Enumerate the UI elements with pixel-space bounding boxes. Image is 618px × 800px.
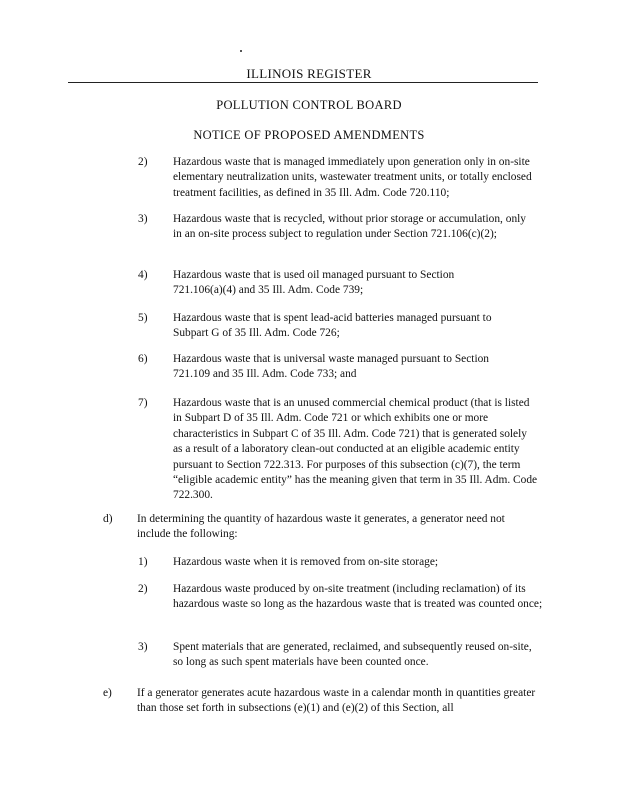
item-text: Hazardous waste that is used oil managed pursuant to Section 721.106(a)(4) and 35 Ill. Adm. Code 739; [173, 269, 455, 297]
item-number: 2) [138, 583, 148, 595]
item-letter: e) [103, 687, 112, 699]
item-number: 7) [138, 397, 148, 409]
register-title: ILLINOIS REGISTER [246, 66, 372, 81]
item-text: Spent materials that are generated, reclaimed, and subsequently reused on-site, so long as such spent materials have been counted once. [173, 641, 532, 669]
item-text: Hazardous waste produced by on-site treatment (including reclamation) of its hazardous waste so long as the hazardous waste that is treated was counted once; [173, 583, 543, 611]
item-text: Hazardous waste that is an unused commercial chemical product (that is listed in Subpart D of 35 Ill. Adm. Code 721 or which exhibits one or more characteristics in Subpart C of 35 Ill. Adm. Code 721) that is generated solely as a result of a laboratory clean-out conducted at an eligible academic entity pursuant to Section 722.313. For purposes of this subsection (c)(7), the term “eligible academic entity” has the meaning given that term in 35 Ill. Adm. Code 722.300. [173, 397, 538, 502]
item-number: 2) [138, 156, 148, 168]
item-text: Hazardous waste that is recycled, without prior storage or accumulation, only in an on-site process subject to regulation under Section 721.106(c)(2); [173, 213, 526, 241]
item-letter: d) [103, 513, 113, 525]
item-number: 6) [138, 353, 148, 365]
notice-title: NOTICE OF PROPOSED AMENDMENTS [193, 128, 425, 142]
item-number: 3) [138, 641, 148, 653]
item-text: In determining the quantity of hazardous waste it generates, a generator need not include the following: [137, 513, 505, 541]
item-number: 5) [138, 312, 148, 324]
item-text: Hazardous waste when it is removed from on-site storage; [173, 556, 439, 568]
scan-speck [240, 50, 242, 52]
item-text: Hazardous waste that is universal waste managed pursuant to Section 721.109 and 35 Ill. Adm. Code 733; and [173, 353, 490, 381]
item-text: Hazardous waste that is spent lead-acid batteries managed pursuant to Subpart G of 35 Ill. Adm. Code 726; [173, 312, 492, 340]
board-title: POLLUTION CONTROL BOARD [216, 98, 402, 112]
item-number: 1) [138, 556, 148, 568]
item-text: If a generator generates acute hazardous waste in a calendar month in quantities greater than those set forth in subsections (e)(1) and (e)(2) of this Section, all [137, 687, 536, 715]
header-rule [68, 82, 538, 83]
item-text: Hazardous waste that is managed immediately upon generation only in on-site elementary neutralization units, wastewater treatment units, or totally enclosed treatment facilities, as defined in 35 Ill. Adm. Code 720.110; [173, 156, 532, 199]
item-number: 4) [138, 269, 148, 281]
item-number: 3) [138, 213, 148, 225]
